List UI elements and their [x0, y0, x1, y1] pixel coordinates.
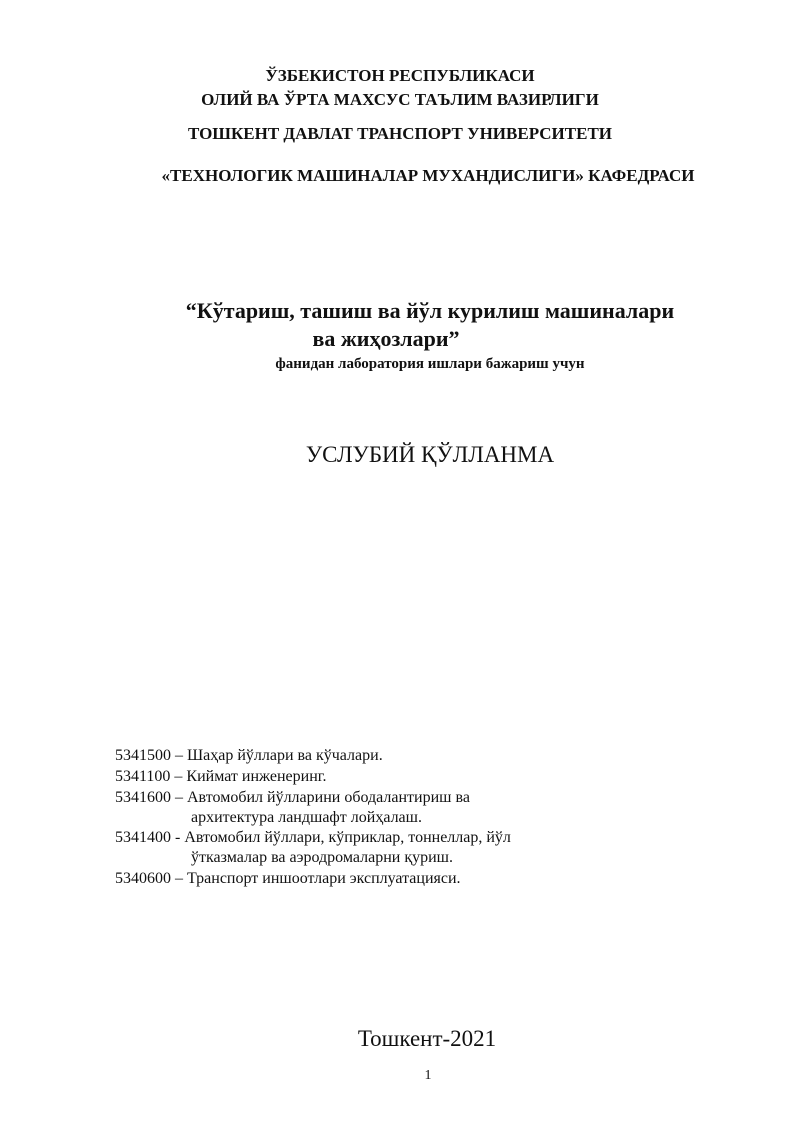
document-type: УСЛУБИЙ ҚЎЛЛАНМА [305, 442, 555, 467]
republic-name: ЎЗБЕКИСТОН РЕСПУБЛИКАСИ [265, 66, 535, 85]
ministry-name: ОЛИЙ ВА ЎРТА МАХСУС ТАЪЛИМ ВАЗИРЛИГИ [201, 90, 599, 109]
university-name: ТОШКЕНТ ДАВЛАТ ТРАНСПОРТ УНИВЕРСИТЕТИ [187, 124, 613, 143]
specialty-line: 5341400 - Автомобил йўллари, кўприклар, тоннеллар, йўл [115, 829, 511, 846]
specialty-line: 5341500 – Шаҳар йўллари ва кўчалари. [115, 747, 383, 764]
department-name: «ТЕХНОЛОГИК МАШИНАЛАР МУХАНДИСЛИГИ» КАФЕДРАСИ [161, 166, 695, 185]
specialty-line: 5341100 – Киймат инженеринг. [115, 768, 327, 785]
subject-subtitle: фанидан лаборатория ишлари бажариш учун [275, 356, 585, 372]
specialty-line: 5341600 – Автомобил йўлларини ободалантириш ва [115, 789, 470, 806]
specialty-line-continuation: ўтказмалар ва аэродромаларни қуриш. [191, 849, 453, 866]
specialty-line-continuation: архитектура ландшафт лойҳалаш. [191, 809, 422, 826]
city-year: Тошкент-2021 [357, 1026, 497, 1051]
page-number: 1 [424, 1068, 432, 1083]
specialty-line: 5340600 – Транспорт иншоотлари эксплуатацияси. [115, 870, 461, 887]
subject-title-line-1: “Кўтариш, ташиш ва йўл курилиш машиналари [185, 298, 675, 323]
subject-title-line-2: ва жиҳозлари” [312, 326, 460, 351]
